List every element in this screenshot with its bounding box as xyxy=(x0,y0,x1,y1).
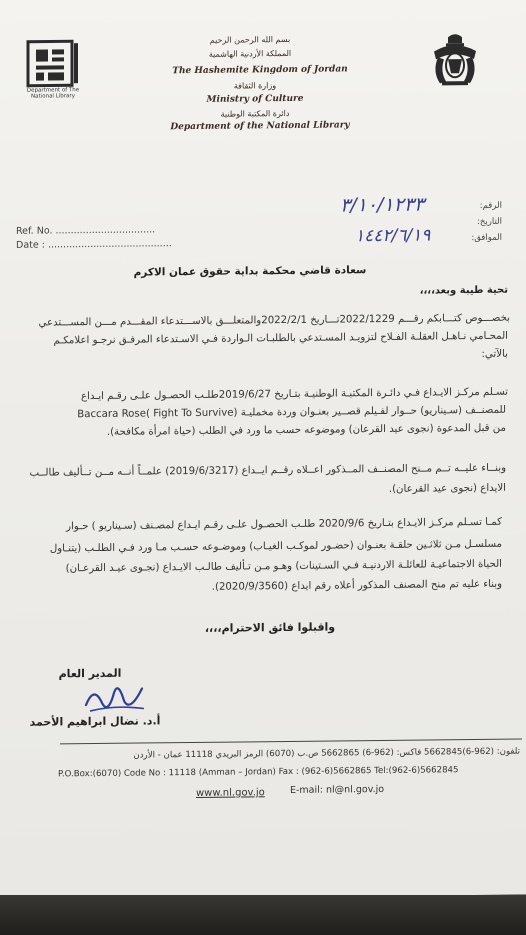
department-arabic: دائرة المكتبة الوطنية xyxy=(220,108,290,119)
paragraph-1-line-3: بالآتي: xyxy=(481,348,508,360)
closing: واقبلوا فائق الاحترام،،،، xyxy=(204,620,336,635)
tarikh-label: التاريخ: xyxy=(477,216,502,228)
ministry-english: Ministry of Culture xyxy=(206,93,304,105)
paragraph-4-line-2: مسلسـل مـن ثلاثـين حلقـة بعنـوان (حضـور لموكـب الغيـاب) وموضـوعه حسـب مـا ورد فـي الطلـب (يتنـاول xyxy=(49,538,502,555)
paragraph-2-line-3: من قبل المدعوة (نجوى عيد القرعان) وموضوعه حسب ما ورد في الطلب (حياة امرأة مكافحة). xyxy=(106,422,506,438)
kingdom-arabic: المملكة الأردنية الهاشمية xyxy=(208,48,292,59)
paragraph-3-line-2: الايداع (نجوى عيد القرعان). xyxy=(388,482,506,495)
paragraph-2-line-2: للمصنــف (سـيناريو) حــوار لفـيلم قصــير بعنـوان وردة مخمليـة (Baccara Rose( Fight To Survive xyxy=(77,404,506,421)
background-surface xyxy=(0,895,526,935)
handwritten-hijri-date: ١٤٤٢/٦/١٩ xyxy=(355,225,431,247)
crown-icon xyxy=(426,31,484,90)
paragraph-3-line-1: وبنــاء عليــه تــم مــنح المصنــف المــذكور اعــلاه رقــم ايــداع (2019/6/3217) علمــاً أنــه مــن تــأليف طالــب xyxy=(29,462,506,479)
footer-website-link[interactable]: www.nl.gov.jo xyxy=(196,787,265,799)
paragraph-1-line-2: المحـامي نـاهـل العقلـة الفـلاح لتزويـد المسـتدعي بالطلبـات الـواردة فـي الاسـتدعاء المرفـق نرجـو اعلامكـم xyxy=(53,330,508,347)
greeting: تحية طيبة وبعد،،،، xyxy=(419,284,508,297)
paragraph-4-line-4: وبناء عليه تم منح المصنف المذكور أعلاه رقم ايداع (2020/9/3560). xyxy=(211,578,502,593)
footer-arabic-contact: تلفون: (962-6)5662845 فاكس: (962-6) 5662865 ص.ب (6070) الرمز البريدي 11118 عمان - الأردن xyxy=(133,746,520,761)
addressee: سعادة قاضي محكمة بداية حقوق عمان الاكرم xyxy=(133,264,367,279)
kingdom-english: The Hashemite Kingdom of Jordan xyxy=(172,64,348,77)
handwritten-ref-number: ٣/١٠/١٢٣٣ xyxy=(340,193,425,217)
ministry-arabic: وزارة الثقافة xyxy=(233,81,277,91)
footer-email[interactable]: E-mail: nl@nl.gov.jo xyxy=(290,783,385,796)
paragraph-4-line-3: الحياة الاجتماعيـة للعائلـة الاردنيـة فـي السـتينات) وهـو مـن تـأليف طالـب الايـداع (نجـوى عيـد القرعـان) xyxy=(65,558,502,575)
paragraph-4-line-1: كمـا تسـلم مركـز الايـداع بتـاريخ 2020/9/6 طلـب الحصـول علـى رقـم ايـداع لمصـنف (سـيناريو ) حـوار xyxy=(66,516,502,533)
signatory-name: أ.د. نضال ابراهيم الأحمد xyxy=(29,714,161,729)
raqm-label: الرقم: xyxy=(479,200,502,211)
department-english: Department of the National Library xyxy=(170,120,350,133)
footer-divider xyxy=(60,739,522,745)
paragraph-2-line-1: تسـلم مركـز الايـداع فـي دائـرة المكتبـة الوطنيـة بتـاريخ 2019/6/27طلـب الحصـول علـى رقـم ايـداع xyxy=(80,386,508,403)
date-field: Date : ......................................... xyxy=(16,238,172,251)
signature-mark xyxy=(80,674,150,720)
signatory-title: المدير العام xyxy=(58,666,122,681)
ref-no-field: Ref. No. ................................. xyxy=(16,224,156,237)
coat-of-arms-emblem xyxy=(426,31,484,90)
paragraph-1-line-1: بخصـــوص كتـــابكم رقـــم 2022/1229تـــاريخ 2022/2/1والمتعلـــق بالاســـتدعاء المقـــدم مـــن المســـتدعي xyxy=(38,312,510,329)
basmala: بسم الله الرحمن الرحيم xyxy=(209,34,291,45)
logo-subtitle: Department of The National Library xyxy=(26,87,80,100)
muwafiq-label: الموافق: xyxy=(471,232,502,244)
footer-english-contact: P.O.Box:(6070) Code No : 11118 (Amman – Jordan) Fax : (962-6)5662865 Tel:(962-6)5662845 xyxy=(58,765,459,780)
